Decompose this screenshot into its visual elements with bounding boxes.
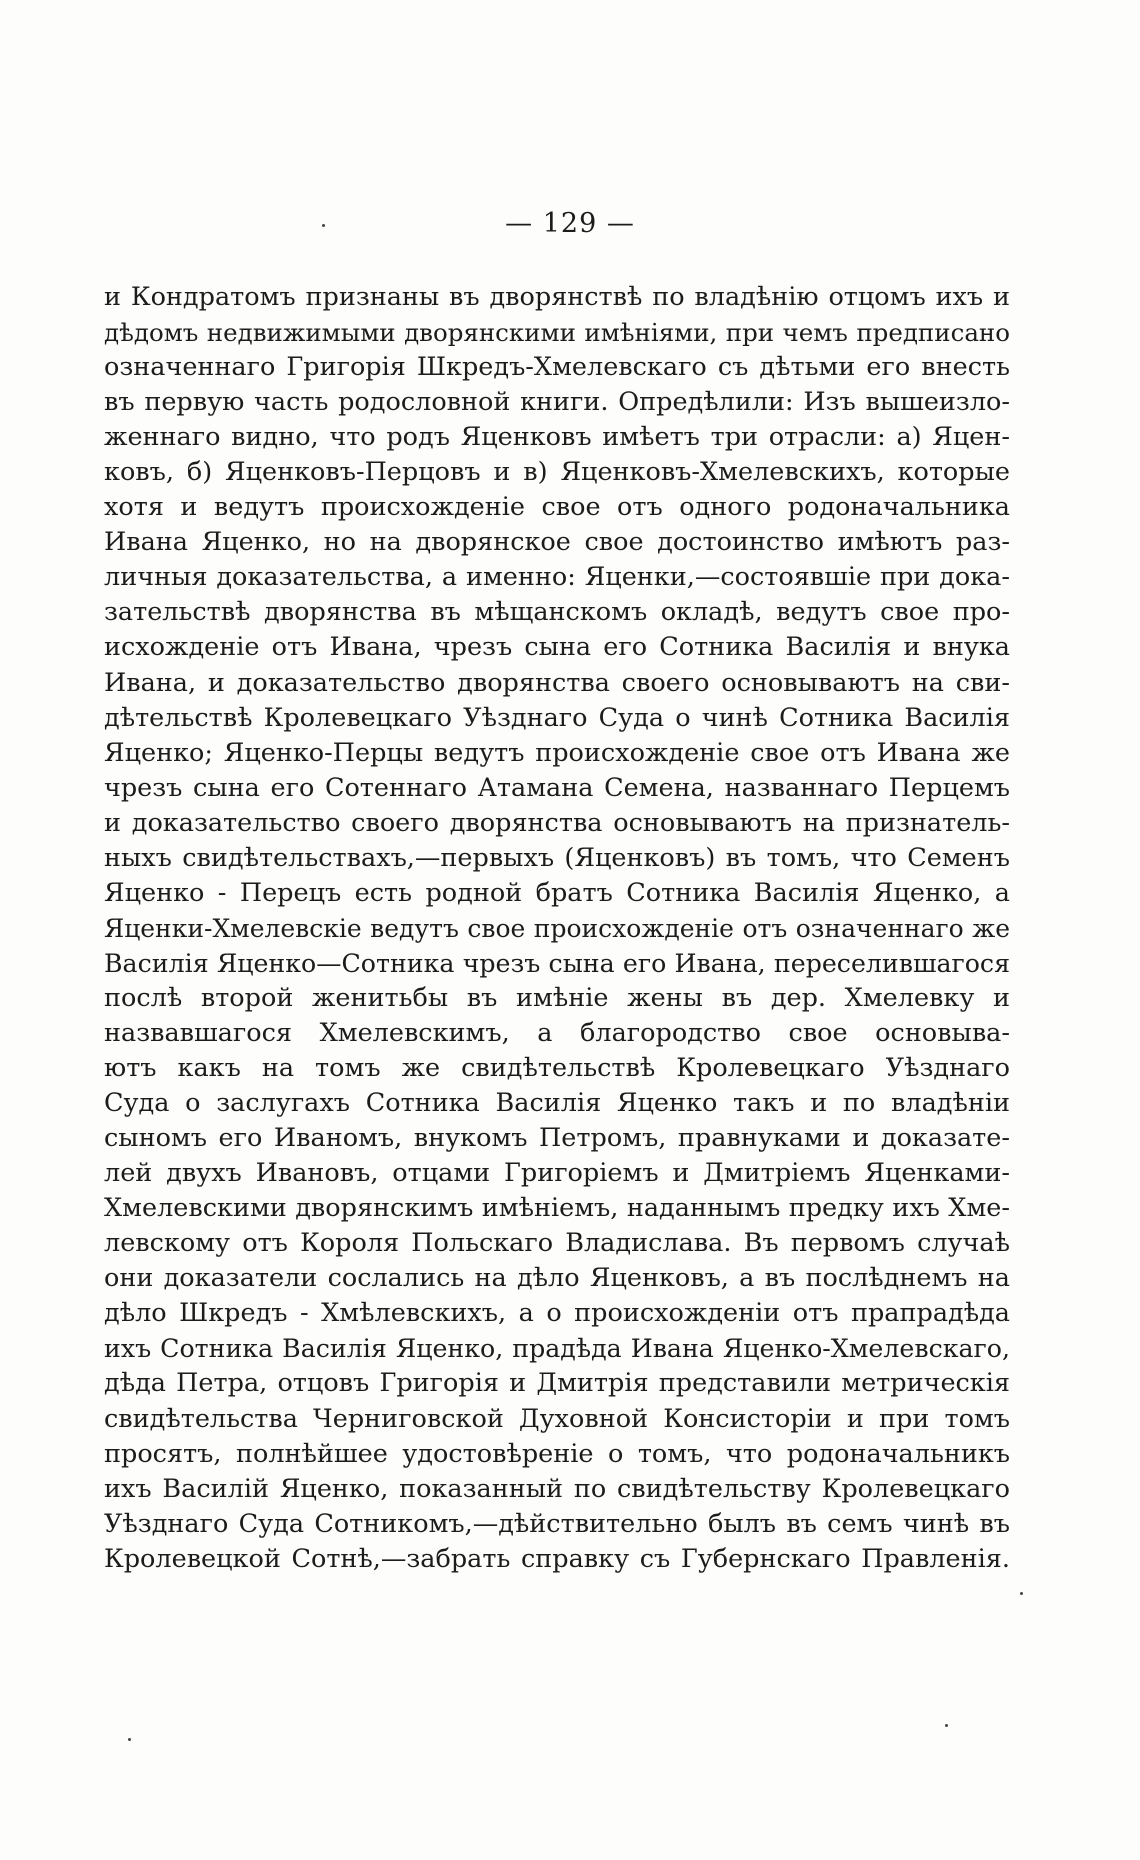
scan-speck (128, 1738, 131, 1741)
text-line: дѣда Петра, отцовъ Григорія и Дмитрія представили метрическія (104, 1368, 1010, 1399)
text-line: ковъ, б) Яценковъ-Перцовъ и в) Яценковъ-Хмелевскихъ, которые (104, 457, 1010, 488)
text-line: Ивана Яценко, но на дворянское свое достоинство имѣютъ раз- (104, 527, 1010, 558)
text-line: хотя и ведутъ происхожденіе свое отъ одного родоначальника (104, 492, 1010, 523)
text-line: ихъ Василій Яценко, показанный по свидѣтельству Кролевецкаго (104, 1473, 1010, 1504)
text-line: и Кондратомъ признаны въ дворянствѣ по владѣнію отцомъ ихъ и (104, 282, 1010, 312)
text-line: Яценко - Перецъ есть родной братъ Сотника Василія Яценко, а (104, 877, 1010, 908)
scan-speck (1020, 1592, 1023, 1595)
text-line: чрезъ сына его Сотеннаго Атамана Семена, названнаго Перцемъ (104, 772, 1010, 803)
text-line: назвавшагося Хмелевскимъ, а благородство свое основыва- (104, 1017, 1010, 1048)
body-text (104, 280, 1010, 1577)
text-line: ютъ какъ на томъ же свидѣтельствѣ Кролевецкаго Уѣзднаго (104, 1053, 1010, 1084)
scan-speck (945, 1724, 948, 1727)
text-line: и доказательство своего дворянства основываютъ на признатель- (104, 807, 1010, 838)
text-line: личныя доказательства, а именно: Яценки,—состоявшіе при дока- (104, 562, 1010, 593)
text-line: левскому отъ Короля Польскаго Владислава. Въ первомъ случаѣ (104, 1228, 1010, 1259)
text-line: дѣло Шкредъ - Хмѣлевскихъ, а о происхожденіи отъ прапрадѣда (104, 1298, 1010, 1329)
scan-speck (322, 224, 325, 227)
text-line: лей двухъ Ивановъ, отцами Григоріемъ и Дмитріемъ Яценками- (104, 1158, 1010, 1189)
text-line: зательствѣ дворянства въ мѣщанскомъ окладѣ, ведутъ свое про- (104, 597, 1010, 628)
text-line: они доказатели сослались на дѣло Яценковъ, а въ послѣднемъ на (104, 1263, 1010, 1294)
text-line: въ первую часть родословной книги. Опредѣлили: Изъ вышеизло- (104, 387, 1010, 418)
text-line: исхожденіе отъ Ивана, чрезъ сына его Сотника Василія и внука (104, 632, 1010, 663)
text-line: сыномъ его Иваномъ, внукомъ Петромъ, правнуками и доказате- (104, 1123, 1010, 1154)
text-line: ныхъ свидѣтельствахъ,—первыхъ (Яценковъ) въ томъ, что Семенъ (104, 842, 1010, 873)
text-line: дѣтельствѣ Кролевецкаго Уѣзднаго Суда о чинѣ Сотника Василія (104, 702, 1010, 733)
text-line: Уѣзднаго Суда Сотникомъ,—дѣйствительно былъ въ семъ чинѣ въ (104, 1508, 1010, 1539)
text-line: послѣ второй женитьбы въ имѣніе жены въ дер. Хмелевку и (104, 982, 1010, 1013)
text-line: Яценко; Яценко-Перцы ведутъ происхожденіе свое отъ Ивана же (104, 737, 1010, 768)
text-line: просятъ, полнѣйшее удостовѣреніе о томъ, что родоначальникъ (104, 1438, 1010, 1469)
page-number: — 129 — (505, 208, 635, 239)
text-line: Василія Яценко—Сотника чрезъ сына его Ивана, переселившагося (104, 948, 1010, 978)
text-line: Кролевецкой Сотнѣ,—забрать справку съ Губернскаго Правленія. (104, 1543, 1010, 1574)
text-line: женнаго видно, что родъ Яценковъ имѣетъ три отрасли: а) Яцен- (104, 422, 1010, 453)
text-line: свидѣтельства Черниговской Духовной Консисторіи и при томъ (104, 1403, 1010, 1434)
text-line: ихъ Сотника Василія Яценко, прадѣда Ивана Яценко-Хмелевскаго, (104, 1334, 1010, 1364)
text-line: Яценки-Хмелевскіе ведутъ свое происхожденіе отъ означеннаго же (104, 913, 1010, 943)
text-line: дѣдомъ недвижимыми дворянскими имѣніями, при чемъ предписано (104, 318, 1010, 348)
text-line: Суда о заслугахъ Сотника Василія Яценко такъ и по владѣніи (104, 1088, 1010, 1119)
text-line: Ивана, и доказательство дворянства своего основываютъ на сви- (104, 667, 1010, 698)
text-line: Хмелевскими дворянскимъ имѣніемъ, наданнымъ предку ихъ Хме- (104, 1193, 1010, 1224)
text-line: означеннаго Григорія Шкредъ-Хмелевскаго съ дѣтьми его внесть (104, 352, 1010, 383)
